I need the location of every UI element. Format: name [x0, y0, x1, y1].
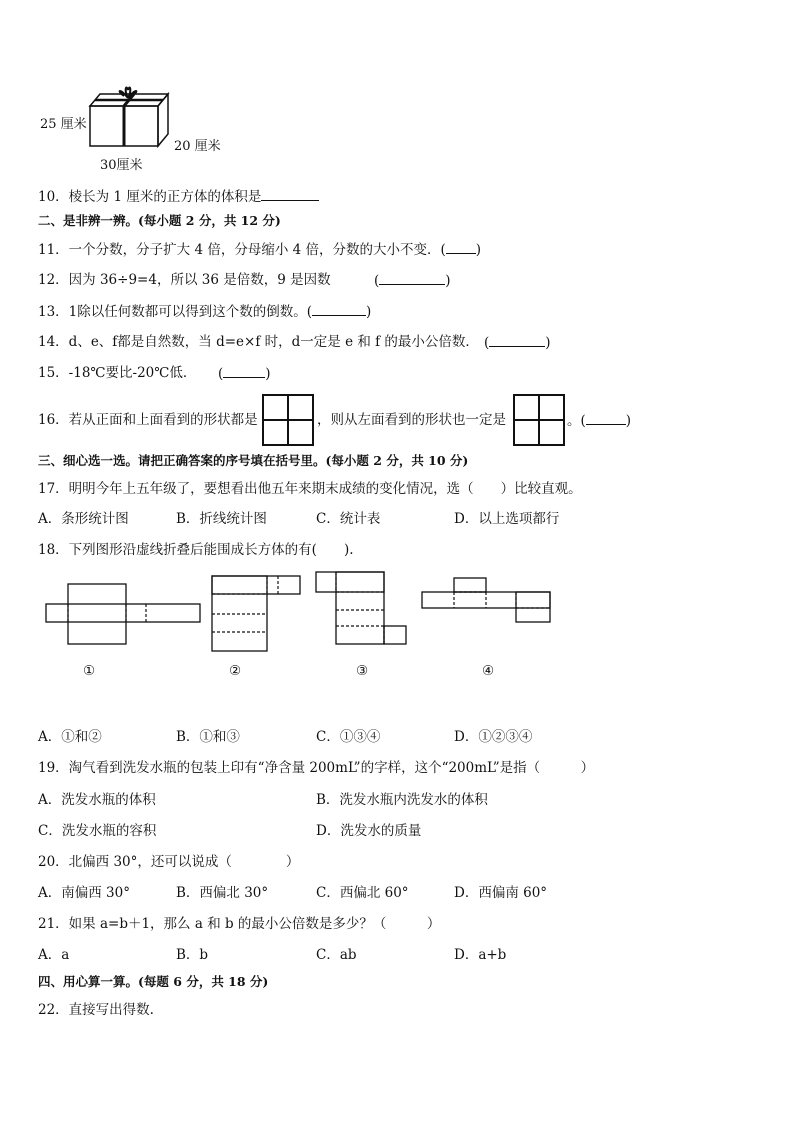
close-paren: ) — [445, 273, 451, 289]
net-figure-2 — [212, 576, 302, 652]
gift-box-figure — [88, 86, 178, 148]
question-15-text: 15．-18℃要比-20℃低． — [38, 365, 197, 381]
q21-option-d[interactable]: D．a+b — [454, 947, 507, 963]
close-paren: ) — [366, 304, 372, 320]
close-paren: ) — [265, 366, 271, 382]
net-figure-4 — [422, 578, 552, 622]
answer-12 — [374, 272, 451, 289]
answer-15 — [218, 365, 271, 382]
q18-option-a[interactable]: A．①和② — [38, 729, 102, 745]
net-label-4: ④ — [482, 663, 495, 679]
section-4-title: 四、用心算一算。(每题 6 分，共 18 分) — [38, 974, 269, 989]
net-figure-1 — [46, 584, 200, 644]
q20-option-c[interactable]: C．西偏北 60° — [316, 885, 409, 901]
answer-blank-12[interactable] — [379, 272, 445, 285]
question-14-text: 14．d、e、f都是自然数，当 d=e×f 时，d一定是 e 和 f 的最小公倍数． — [38, 334, 479, 350]
section-3-title: 三、细心选一选。请把正确答案的序号填在括号里。(每小题 2 分，共 10 分) — [38, 453, 469, 468]
open-paren: ( — [484, 335, 490, 351]
answer-16 — [567, 412, 631, 429]
question-19-text: 19．淘气看到洗发水瓶的包装上印有“净含量 200mL”的字样，这个“200mL”是指（ ） — [38, 760, 595, 776]
q21-option-a[interactable]: A．a — [38, 947, 70, 963]
grid-shape-left — [513, 394, 565, 446]
q18-option-d[interactable]: D．①②③④ — [454, 729, 533, 745]
question-21-text: 21．如果 a=b＋1，那么 a 和 b 的最小公倍数是多少？（ ） — [38, 916, 441, 932]
q19-option-a[interactable]: A．洗发水瓶的体积 — [38, 792, 156, 808]
question-10 — [38, 188, 319, 205]
answer-blank-14[interactable] — [489, 334, 545, 347]
box-width-label: 20 厘米 — [174, 139, 221, 154]
close-paren: ) — [545, 335, 551, 351]
question-16-part-c: 。( — [567, 413, 586, 429]
q21-option-b[interactable]: B．b — [176, 947, 209, 963]
q21-option-c[interactable]: C．ab — [316, 947, 357, 963]
q18-option-c[interactable]: C．①③④ — [316, 729, 381, 745]
answer-blank-11[interactable] — [446, 241, 476, 254]
q17-option-d[interactable]: D．以上选项都行 — [454, 511, 560, 527]
q19-option-b[interactable]: B．洗发水瓶内洗发水的体积 — [316, 792, 488, 808]
grid-shape-front — [262, 394, 314, 446]
question-14 — [38, 334, 479, 350]
q20-option-b[interactable]: B．西偏北 30° — [176, 885, 269, 901]
question-16-part-a: 16．若从正面和上面看到的形状都是 — [38, 412, 258, 428]
question-16-part-b: ，则从左面看到的形状也一定是 — [317, 412, 506, 428]
answer-blank-10[interactable] — [261, 188, 319, 201]
question-11-text: 11．一个分数，分子扩大 4 倍，分母缩小 4 倍，分数的大小不变．( — [38, 242, 446, 258]
q18-option-b[interactable]: B．①和③ — [176, 729, 240, 745]
answer-14 — [484, 334, 551, 351]
net-figure-3 — [316, 572, 408, 644]
close-paren: ) — [625, 413, 632, 429]
question-15 — [38, 365, 196, 381]
answer-blank-15[interactable] — [223, 365, 265, 378]
question-10-text: 10．棱长为 1 厘米的正方体的体积是 — [38, 189, 262, 205]
question-12 — [38, 272, 331, 288]
box-height-label: 25 厘米 — [40, 117, 87, 132]
q17-option-c[interactable]: C．统计表 — [316, 511, 381, 527]
net-label-3: ③ — [356, 663, 369, 679]
answer-blank-13[interactable] — [312, 303, 366, 316]
q17-option-a[interactable]: A．条形统计图 — [38, 511, 129, 527]
net-label-1: ① — [83, 663, 96, 679]
question-17-text: 17．明明今年上五年级了，要想看出他五年来期末成绩的变化情况，选（ ）比较直观。 — [38, 481, 582, 497]
question-11 — [38, 241, 481, 258]
q20-option-d[interactable]: D．西偏南 60° — [454, 885, 548, 901]
open-paren: ( — [374, 273, 380, 289]
q19-option-d[interactable]: D．洗发水的质量 — [316, 823, 422, 839]
q20-option-a[interactable]: A．南偏西 30° — [38, 885, 130, 901]
close-paren: ) — [475, 242, 482, 258]
question-22-text: 22．直接写出得数. — [38, 1002, 154, 1018]
section-2-title: 二、是非辨一辨。(每小题 2 分，共 12 分) — [38, 213, 281, 228]
question-13 — [38, 303, 371, 320]
question-20-text: 20．北偏西 30°，还可以说成（ ） — [38, 854, 300, 870]
question-12-text: 12．因为 36÷9=4，所以 36 是倍数，9 是因数 — [38, 272, 331, 288]
q19-option-c[interactable]: C．洗发水瓶的容积 — [38, 823, 157, 839]
net-label-2: ② — [229, 663, 242, 679]
question-13-text: 13．1除以任何数都可以得到这个数的倒数。( — [38, 304, 313, 320]
q17-option-b[interactable]: B．折线统计图 — [176, 511, 267, 527]
answer-blank-16[interactable] — [586, 412, 626, 425]
open-paren: ( — [218, 366, 224, 382]
question-18-text: 18．下列图形沿虚线折叠后能围成长方体的有( ). — [38, 542, 354, 558]
box-length-label: 30厘米 — [100, 158, 143, 173]
